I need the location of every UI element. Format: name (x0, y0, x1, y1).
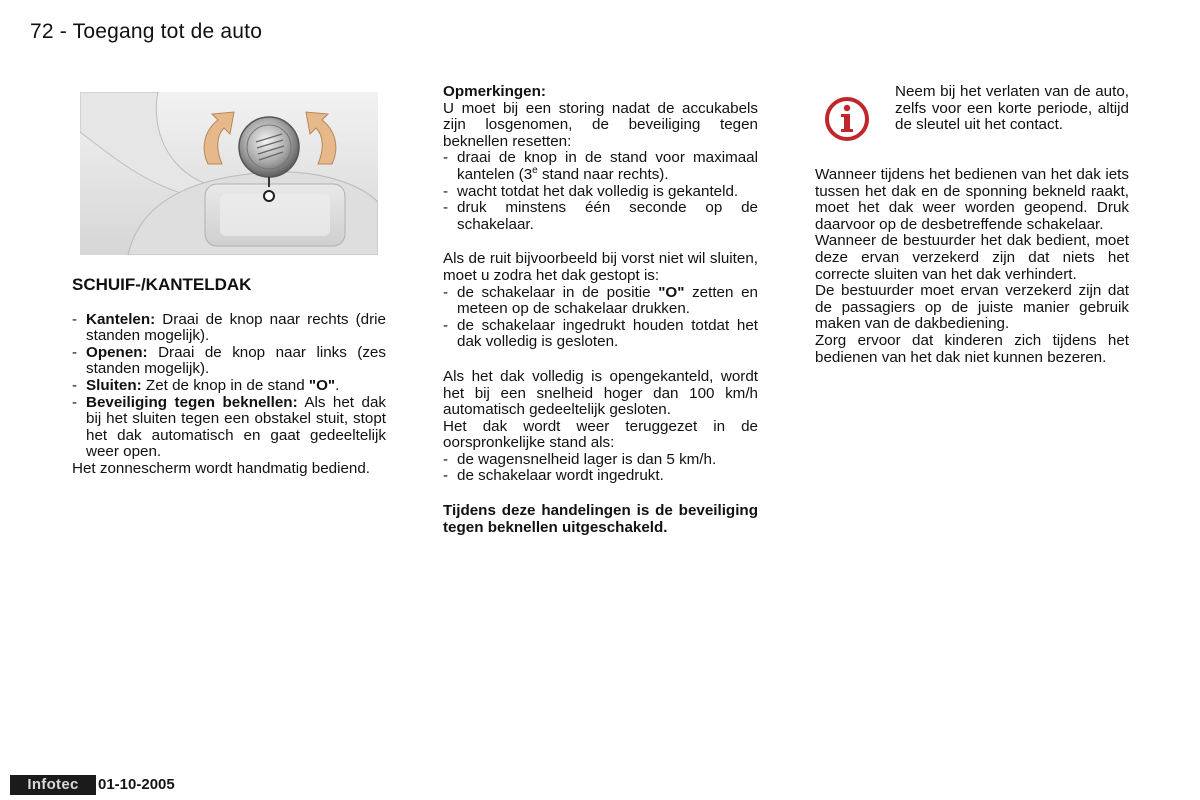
list-item-sluiten: - Sluiten: Zet de knop in de stand "O". (72, 376, 340, 394)
infotec-logo: Infotec (10, 775, 96, 795)
frost-paragraph: Als de ruit bijvoorbeeld bij vorst niet wil sluiten, moet u zodra het dak gestopt is: (443, 250, 758, 284)
frost-step: - de schakelaar in de positie "O" zetten en meteen op de schakelaar drukken. (443, 283, 758, 318)
reset-intro: U moet bij een storing nadat de accukabels zijn losgenomen, de beveiliging tegen beknellen resetten: (443, 99, 758, 150)
column-middle (443, 84, 758, 536)
reset-step: - wacht totdat het dak volledig is gekanteld. (443, 182, 739, 200)
speed-paragraph: Als het dak volledig is opengekanteld, wordt het bij een snelheid hoger dan 100 km/h automatisch gedeeltelijk gesloten. (443, 367, 758, 419)
pinch-paragraph: Wanneer tijdens het bedienen van het dak iets tussen het dak en de sponning bekneld raakt, moet het dak weer worden geopend. Druk daarvoor op de desbetreffende schakelaar. (815, 166, 1129, 233)
key-notice: Neem bij het verlaten van de auto, zelfs voor een korte periode, altijd de sleutel uit het contact. (815, 84, 1129, 150)
reset-step: - draai de knop in de stand voor maximaal kantelen (3e stand naar rechts). (443, 149, 758, 183)
restore-condition: - de wagensnelheid lager is dan 5 km/h. (443, 450, 717, 468)
section-title: SCHUIF-/KANTELDAK (72, 275, 252, 294)
column-left (72, 277, 386, 478)
sunshade-note: Het zonnescherm wordt handmatig bediend. (72, 459, 371, 477)
page-title: 72 - Toegang tot de auto (30, 20, 263, 43)
restore-condition: - de schakelaar wordt ingedrukt. (443, 467, 664, 485)
restore-paragraph: Het dak wordt weer teruggezet in de oorspronkelijke stand als: (443, 417, 758, 452)
list-item-kantelen: - Kantelen: Draai de knop naar rechts (drie standen mogelijk). (72, 310, 386, 345)
sunroof-knob-illustration (80, 92, 378, 255)
list-item-openen: - Openen: Draai de knop naar links (zes standen mogelijk). (72, 343, 386, 378)
driver-paragraph: Wanneer de bestuurder het dak bedient, moet deze ervan verzekerd zijn dat niets het correcte sluiten van het dak verhindert. (815, 232, 1129, 283)
passenger-paragraph: De bestuurder moet ervan verzekerd zijn dat de passagiers op de juiste manier gebruik maken van de dakbediening. (815, 282, 1129, 333)
warning-text: Tijdens deze handelingen is de beveiliging tegen beknellen uitgeschakeld. (443, 502, 758, 536)
list-item-beveiliging: - Beveiliging tegen beknellen: Als het dak bij het sluiten tegen een obstakel stuit, stopt het dak automatisch en gaat gedeeltelijk weer open. (72, 393, 387, 461)
children-paragraph: Zorg ervoor dat kinderen zich tijdens het bedienen van het dak niet kunnen bezeren. (815, 331, 1129, 366)
frost-step: - de schakelaar ingedrukt houden totdat het dak volledig is gesloten. (443, 316, 758, 351)
column-right (815, 84, 1129, 366)
info-icon (821, 96, 873, 142)
footer-date: 01-10-2005 (98, 776, 175, 793)
reset-step: - druk minstens één seconde op de schakelaar. (443, 199, 758, 233)
remarks-heading: Opmerkingen: (443, 83, 546, 100)
